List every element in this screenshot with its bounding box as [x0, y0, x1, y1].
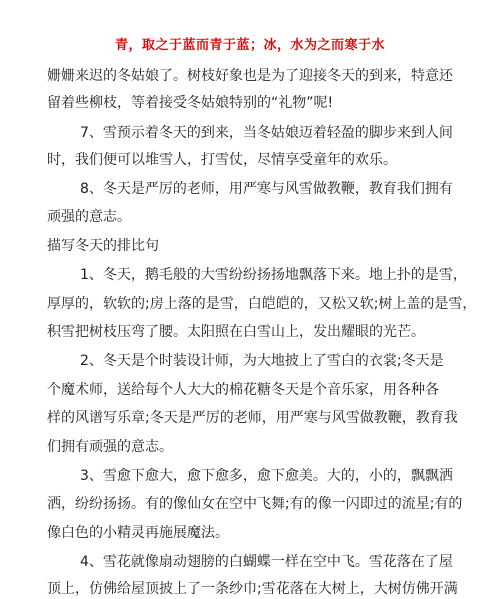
text-line: 1、冬天，鹅毛般的大雪纷纷扬扬地飘落下来。地上扑的是雪，	[80, 267, 467, 283]
text-line: 2、冬天是个时装设计师，为大地披上了雪白的衣裳;冬天是	[80, 353, 444, 369]
text-line: 顽强的意志。	[47, 209, 131, 225]
text-line: 时，我们便可以堆雪人，打雪仗，尽情享受童年的欢乐。	[47, 152, 397, 168]
text-line: 顶上，仿佛给屋顶披上了一条纱巾;雪花落在大树上，大树仿佛开满	[47, 581, 458, 597]
text-line: 积雪把树枝压弯了腰。太阳照在白雪山上，发出耀眼的光芒。	[47, 324, 425, 340]
text-line: 像白色的小精灵再施展魔法。	[47, 525, 229, 541]
text-line: 们拥有顽强的意志。	[47, 439, 173, 455]
text-line: 洒，纷纷扬扬。有的像仙女在空中飞舞;有的像一闪即过的流星;有的	[47, 496, 463, 512]
text-line: 3、雪愈下愈大，愈下愈多，愈下愈美。大的，小的，飘飘洒	[80, 468, 453, 484]
text-line: 4、雪花就像扇动翅膀的白蝴蝶一样在空中飞。雪花落在了屋	[80, 554, 453, 570]
section-heading: 描写冬天的排比句	[47, 238, 159, 254]
text-line: 厚厚的，软软的;房上落的是雪，白皑皑的，又松又软;树上盖的是雪，	[47, 296, 477, 312]
text-line: 8、冬天是严厉的老师，用严寒与风雪做教鞭，教育我们拥有	[80, 181, 453, 197]
text-line: 个魔术师，送给每个人大大的棉花糖冬天是个音乐家，用各种各	[47, 382, 439, 398]
text-line: 样的风谱写乐章;冬天是严厉的老师，用严寒与风雪做教鞭，教育我	[47, 410, 458, 426]
text-line: 7、雪预示着冬天的到来，当冬姑娘迈着轻盈的脚步来到人间	[80, 125, 453, 141]
text-line: 留着些柳枝，等着接受冬姑娘特别的“礼物”呢!	[47, 95, 334, 111]
text-line: 姗姗来迟的冬姑娘了。树枝好象也是为了迎接冬天的到来，特意还	[47, 68, 453, 84]
header-motto: 青，取之于蓝而青于蓝；冰，水为之而寒于水	[114, 38, 385, 53]
